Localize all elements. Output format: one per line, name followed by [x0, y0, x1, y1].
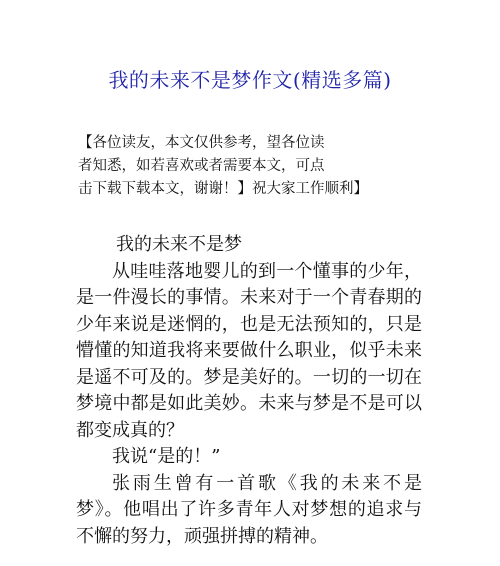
notice-line: 击下载下载本文，谢谢！】祝大家工作顺利】 — [78, 181, 368, 197]
article-paragraph: 从哇哇落地婴儿的到一个懂事的少年，是一件漫长的事情。未来对于一个青春期的少年来说是迷惘的，也是无法预知的，只是懵懂的知道我将来要做什么职业，似乎未来是遥不可及的。梦是美好的。一切的一切在梦境中都是如此美妙。未来与梦是不是可以都变成真的？ — [76, 260, 422, 441]
article-heading: 我的未来不是梦 — [116, 234, 242, 255]
document-title: 我的未来不是梦作文(精选多篇) — [108, 68, 392, 92]
notice-line: 者知悉，如若喜欢或者需要本文，可点 — [78, 158, 325, 174]
article-paragraph: 张雨生曾有一首歌《我的未来不是梦》。他唱出了许多青年人对梦想的追求与不懈的努力，顽强拼搏的精神。 — [76, 472, 422, 547]
article-body — [76, 232, 422, 550]
notice-box — [78, 132, 408, 201]
article-paragraph: 我说“是的！” — [112, 446, 221, 467]
notice-line: 【各位读友，本文仅供参考，望各位读 — [78, 135, 325, 151]
